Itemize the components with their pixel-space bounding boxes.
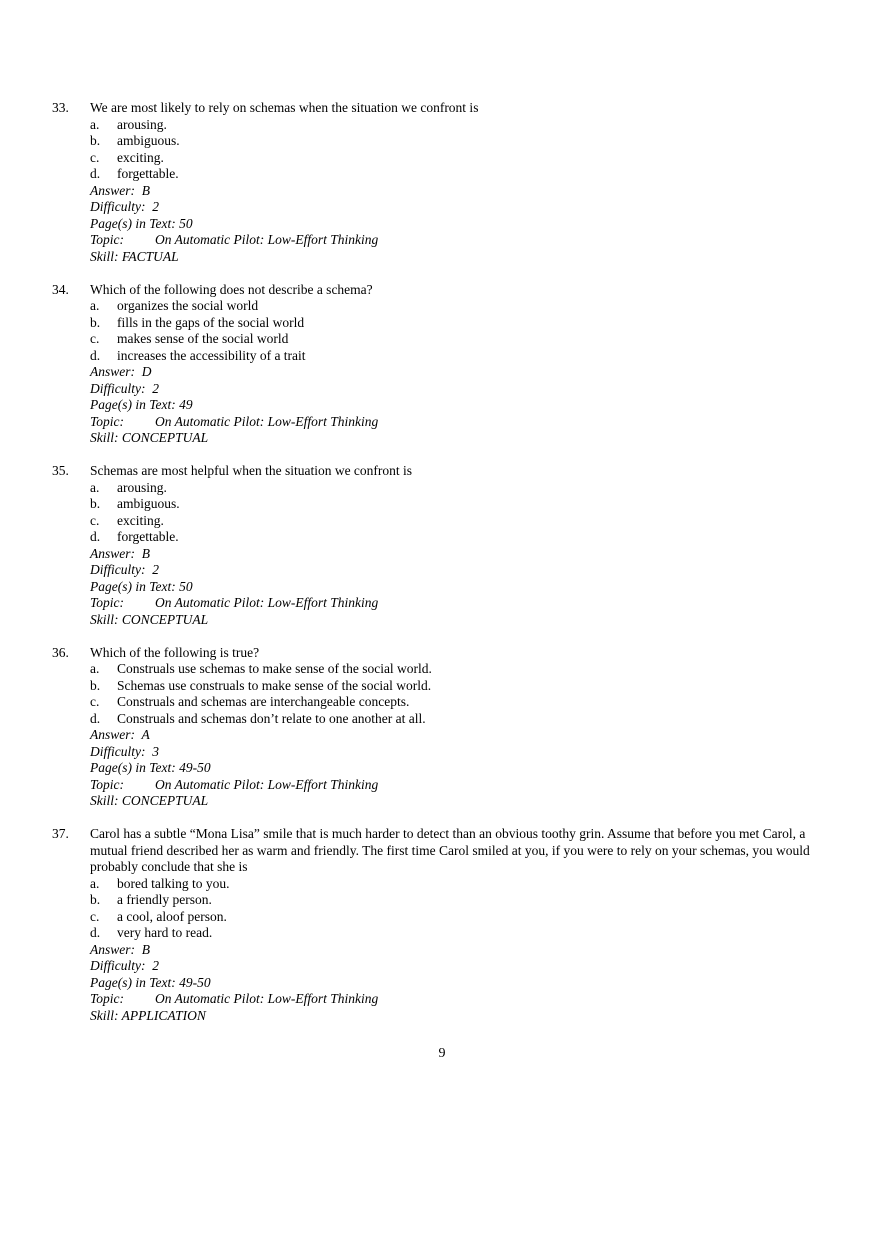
option-text: makes sense of the social world — [117, 331, 289, 346]
topic-value: On Automatic Pilot: Low-Effort Thinking — [155, 413, 379, 429]
option-letter: b. — [90, 496, 101, 511]
topic-value: On Automatic Pilot: Low-Effort Thinking — [155, 776, 379, 792]
topic-label: Topic: — [90, 232, 125, 247]
pages-in-text-line: Page(s) in Text: 50 — [90, 215, 193, 231]
question-block — [52, 463, 832, 628]
pages-in-text-line: Page(s) in Text: 49-50 — [90, 974, 211, 990]
topic-value: On Automatic Pilot: Low-Effort Thinking — [155, 991, 379, 1006]
option-letter: a. — [90, 479, 100, 495]
question-block — [52, 645, 832, 810]
option-row — [90, 150, 832, 167]
question-list — [52, 100, 832, 1024]
option-text: arousing. — [117, 479, 167, 495]
option-row — [90, 315, 832, 332]
option-text: ambiguous. — [117, 133, 180, 148]
option-text: very hard to read. — [117, 925, 213, 940]
option-row — [90, 529, 832, 546]
option-letter: c. — [90, 149, 100, 165]
option-text: fills in the gaps of the social world — [117, 314, 305, 330]
option-letter: a. — [90, 661, 100, 676]
option-row — [90, 661, 832, 678]
option-text: forgettable. — [117, 166, 179, 181]
option-row — [90, 348, 832, 365]
question-block — [52, 282, 832, 447]
option-text: exciting. — [117, 149, 164, 165]
option-text: a friendly person. — [117, 892, 212, 907]
option-letter: b. — [90, 892, 101, 907]
option-row — [90, 166, 832, 183]
option-row — [90, 925, 832, 942]
answer-line: Answer: B — [90, 545, 150, 561]
option-text: organizes the social world — [117, 298, 259, 313]
skill-line: Skill: FACTUAL — [90, 248, 179, 264]
pages-in-text-line: Page(s) in Text: 49-50 — [90, 760, 211, 775]
option-text: a cool, aloof person. — [117, 908, 227, 924]
answer-line: Answer: D — [90, 364, 152, 379]
question-number: 33. — [52, 100, 69, 115]
option-row — [90, 892, 832, 909]
answer-line: Answer: B — [90, 182, 150, 198]
question-number: 34. — [52, 281, 69, 297]
skill-line: Skill: APPLICATION — [90, 1007, 206, 1023]
option-row — [90, 513, 832, 530]
option-letter: a. — [90, 298, 100, 313]
option-letter: d. — [90, 710, 101, 726]
option-letter: c. — [90, 512, 100, 528]
option-text: bored talking to you. — [117, 875, 230, 891]
option-letter: b. — [90, 133, 101, 148]
difficulty-line: Difficulty: 2 — [90, 199, 159, 214]
pages-in-text-line: Page(s) in Text: 50 — [90, 578, 193, 594]
question-text: Carol has a subtle “Mona Lisa” smile that is much harder to detect than an obvious toothy grin. Assume that before you met Carol, a mutual friend described her as warm and friendly. The first time Carol smiled at you, if you were to rely on your schemas, you would probably conclude that she is — [90, 826, 810, 874]
option-row — [90, 117, 832, 134]
topic-label: Topic: — [90, 991, 125, 1006]
option-letter: d. — [90, 166, 101, 181]
topic-value: On Automatic Pilot: Low-Effort Thinking — [155, 595, 379, 610]
option-text: Construals and schemas are interchangeable concepts. — [117, 694, 410, 709]
option-letter: b. — [90, 314, 101, 330]
option-letter: a. — [90, 875, 100, 891]
skill-line: Skill: CONCEPTUAL — [90, 430, 209, 445]
option-text: Construals use schemas to make sense of the social world. — [117, 661, 432, 676]
question-text: Schemas are most helpful when the situation we confront is — [90, 463, 413, 478]
question-number: 36. — [52, 644, 69, 660]
option-row — [90, 711, 832, 728]
option-letter: c. — [90, 908, 100, 924]
option-letter: d. — [90, 347, 101, 363]
option-letter: c. — [90, 694, 100, 709]
option-row — [90, 496, 832, 513]
question-block — [52, 100, 832, 265]
answer-line: Answer: A — [90, 727, 150, 742]
question-block — [52, 826, 832, 1024]
option-row — [90, 694, 832, 711]
option-letter: c. — [90, 331, 100, 346]
page-number: 9 — [438, 1046, 446, 1061]
pages-in-text-line: Page(s) in Text: 49 — [90, 397, 193, 412]
topic-line — [90, 414, 832, 431]
option-letter: b. — [90, 677, 101, 693]
option-letter: d. — [90, 529, 101, 544]
difficulty-line: Difficulty: 2 — [90, 380, 159, 396]
skill-line: Skill: CONCEPTUAL — [90, 793, 209, 808]
question-text: Which of the following does not describe a schema? — [90, 281, 373, 297]
difficulty-line: Difficulty: 2 — [90, 958, 159, 973]
topic-value: On Automatic Pilot: Low-Effort Thinking — [155, 232, 379, 247]
question-text: Which of the following is true? — [90, 644, 260, 660]
question-text: We are most likely to rely on schemas when the situation we confront is — [90, 100, 479, 115]
topic-label: Topic: — [90, 413, 125, 429]
question-number: 35. — [52, 463, 69, 478]
topic-line — [90, 991, 832, 1008]
option-row — [90, 133, 832, 150]
option-row — [90, 331, 832, 348]
option-letter: d. — [90, 925, 101, 940]
option-text: increases the accessibility of a trait — [117, 347, 306, 363]
option-text: Construals and schemas don’t relate to one another at all. — [117, 710, 426, 726]
difficulty-line: Difficulty: 2 — [90, 562, 159, 577]
option-text: exciting. — [117, 512, 164, 528]
option-row — [90, 480, 832, 497]
skill-line: Skill: CONCEPTUAL — [90, 611, 209, 627]
difficulty-line: Difficulty: 3 — [90, 743, 159, 759]
topic-label: Topic: — [90, 776, 125, 792]
option-letter: a. — [90, 116, 100, 132]
option-row — [90, 876, 832, 893]
option-row — [90, 909, 832, 926]
topic-line — [90, 595, 832, 612]
topic-line — [90, 232, 832, 249]
option-text: Schemas use construals to make sense of the social world. — [117, 677, 432, 693]
answer-line: Answer: B — [90, 941, 150, 957]
option-row — [90, 678, 832, 695]
option-text: ambiguous. — [117, 496, 180, 511]
option-text: forgettable. — [117, 529, 179, 544]
question-number: 37. — [52, 826, 69, 841]
topic-label: Topic: — [90, 595, 125, 610]
option-row — [90, 298, 832, 315]
option-text: arousing. — [117, 116, 167, 132]
topic-line — [90, 777, 832, 794]
